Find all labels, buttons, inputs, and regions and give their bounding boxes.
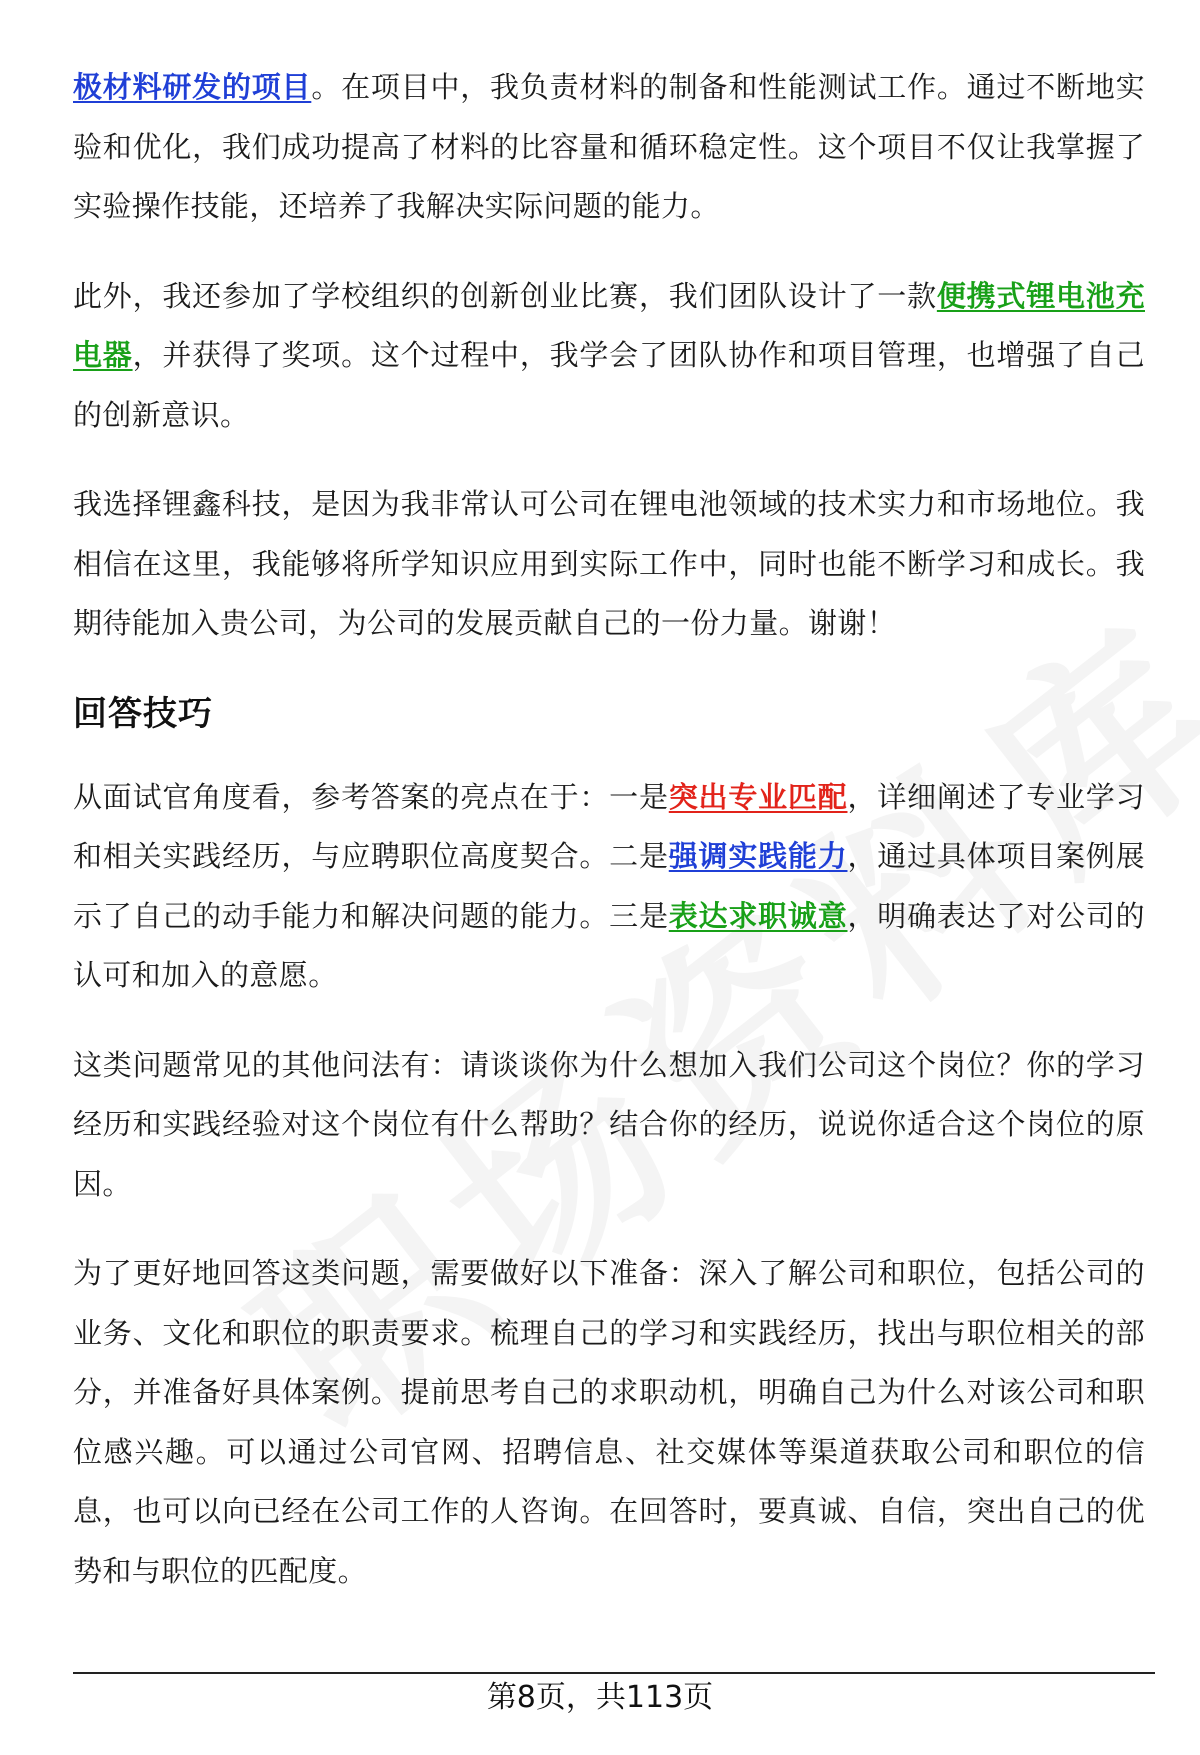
footer-divider xyxy=(73,1672,1155,1674)
paragraph-other-questions xyxy=(73,1036,1145,1215)
highlight-project-name: 极材料研发的项目 xyxy=(73,70,312,104)
page-number: 第8页，共113页 xyxy=(486,1680,714,1715)
paragraph-project xyxy=(73,58,1145,237)
paragraph-text: 此外，我还参加了学校组织的创新创业比赛，我们团队设计了一款 xyxy=(73,278,937,313)
paragraph-text: 我选择锂鑫科技，是因为我非常认可公司在锂电池领域的技术实力和市场地位。我相信在这里，我能够将所学知识应用到实际工作中，同时也能不断学习和成长。我期待能加入贵公司，为公司的发展贡献自己的一份力量。谢谢！ xyxy=(73,487,1145,640)
paragraph-competition xyxy=(73,267,1145,446)
answer-paragraphs xyxy=(73,58,1145,654)
paragraph-text: ，明确表达了对公司的认可和加入的意愿。 xyxy=(73,898,1145,992)
paragraph-highlights xyxy=(73,768,1145,1006)
highlight-charger: 便携式锂电池充电器 xyxy=(73,278,1145,372)
highlight-practice: 强调实践能力 xyxy=(668,839,848,873)
paragraph-text: ，通过具体项目案例展示了自己的动手能力和解决问题的能力。三是 xyxy=(73,839,1145,933)
document-body xyxy=(73,58,1145,1631)
paragraph-text: 为了更好地回答这类问题，需要做好以下准备：深入了解公司和职位，包括公司的业务、文化和职位的职责要求。梳理自己的学习和实践经历，找出与职位相关的部分，并准备好具体案例。提前思考自己的求职动机，明确自己为什么对该公司和职位感兴趣。可以通过公司官网、招聘信息、社交媒体等渠道获取公司和职位的信息，也可以向已经在公司工作的人咨询。在回答时，要真诚、自信，突出自己的优势和与职位的匹配度。 xyxy=(73,1256,1145,1588)
highlight-major-match: 突出专业匹配 xyxy=(668,779,848,814)
section-heading: 回答技巧 xyxy=(73,693,213,734)
paragraph-text: 。在项目中，我负责材料的制备和性能测试工作。通过不断地实验和优化，我们成功提高了材料的比容量和循环稳定性。这个项目不仅让我掌握了实验操作技能，还培养了我解决实际问题的能力。 xyxy=(73,70,1146,223)
paragraph-text: 从面试官角度看，参考答案的亮点在于：一是 xyxy=(73,779,669,814)
paragraph-text: ，详细阐述了专业学习和相关实践经历，与应聘职位高度契合。二是 xyxy=(73,779,1145,873)
paragraph-text: 这类问题常见的其他问法有：请谈谈你为什么想加入我们公司这个岗位？你的学习经历和实践经验对这个岗位有什么帮助？结合你的经历，说说你适合这个岗位的原因。 xyxy=(73,1047,1145,1201)
paragraph-motivation xyxy=(73,475,1145,654)
paragraph-preparation xyxy=(73,1244,1145,1601)
paragraph-text: ，并获得了奖项。这个过程中，我学会了团队协作和项目管理，也增强了自己的创新意识。 xyxy=(73,338,1145,432)
highlight-sincerity: 表达求职诚意 xyxy=(668,898,848,933)
tips-paragraphs xyxy=(73,768,1145,1602)
